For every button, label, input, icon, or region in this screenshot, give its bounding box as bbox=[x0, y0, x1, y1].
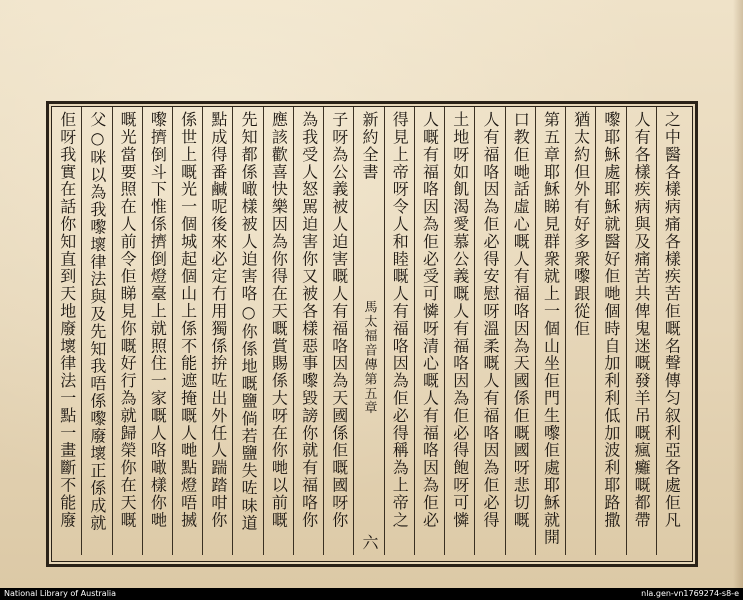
text-line: 口教佢哋話虛心嘅人有福咯因為天國係佢嘅國呀悲切嘅 bbox=[511, 111, 531, 529]
text-column-7 bbox=[474, 107, 504, 555]
text-column-14 bbox=[232, 107, 262, 555]
text-column-3 bbox=[595, 107, 625, 555]
text-line: 應該歡喜快樂因為你得在天嘅賞賜係大呀在你哋以前嘅 bbox=[269, 111, 289, 529]
chapter-subtitle: 馬太福音傳第五章 bbox=[361, 299, 377, 415]
text-column-19 bbox=[81, 107, 111, 555]
page-edge bbox=[733, 0, 743, 588]
text-column-16 bbox=[172, 107, 202, 555]
text-line: 佢呀我實在話你知直到天地廢壞律法一點一畫斷不能廢 bbox=[57, 111, 77, 529]
footer-identifier: nla.gen-vn1769274-s8-e bbox=[641, 589, 739, 598]
text-column-13 bbox=[263, 107, 293, 555]
text-line: 人有各樣疾病與及痛苦共俾鬼迷嘅發羊吊嘅瘋癱嘅都帶 bbox=[632, 111, 652, 529]
text-line: 先知都係噉樣被人迫害咯○你係地嘅鹽倘若鹽失咗味道 bbox=[239, 111, 259, 532]
text-column-8 bbox=[444, 107, 474, 555]
text-column-6 bbox=[505, 107, 535, 555]
text-column-12 bbox=[293, 107, 323, 555]
text-column-2 bbox=[626, 107, 656, 555]
page-number: 六 bbox=[360, 533, 380, 551]
text-line: 子呀為公義被人迫害嘅人有福咯因為天國係佢嘅國呀你 bbox=[329, 111, 349, 529]
text-line: 土地呀如飢渴愛慕公義嘅人有福咯因為佢必得飽呀可憐 bbox=[450, 111, 470, 529]
text-line: 為我受人怒駡迫害你又被各樣惡事嚟毀謗你就有福咯你 bbox=[299, 111, 319, 529]
text-line: 點成得番鹹呢後來必定冇用獨係拚咗出外任人踹踏咁你 bbox=[208, 111, 228, 529]
text-column-15 bbox=[202, 107, 232, 555]
text-line: 嘅光當要照在人前令佢睇見你嘅好行為就歸榮你在天嘅 bbox=[118, 111, 138, 529]
text-line: 之中醫各樣病痛各樣疾苦佢嘅名聲傳匀叙利亞各處佢凡 bbox=[662, 111, 682, 529]
text-line: 嚟耶穌處耶穌就醫好佢哋個時自加利利低加波利耶路撒 bbox=[601, 111, 621, 529]
text-column-20 bbox=[52, 107, 81, 555]
text-line: 人有福咯因為佢必得安慰呀溫柔嘅人有福咯因為佢必得 bbox=[480, 111, 500, 529]
text-column-11 bbox=[323, 107, 353, 555]
text-line: 嚟擠倒斗下惟係擠倒燈臺上就照住一家嘅人咯噉樣你哋 bbox=[148, 111, 168, 529]
text-column-18 bbox=[112, 107, 142, 555]
center-column bbox=[353, 107, 383, 555]
text-line: 得見上帝呀令人和睦嘅人有福咯因為佢必得稱為上帝之 bbox=[390, 111, 410, 529]
footer-credit: National Library of Australia bbox=[4, 589, 117, 598]
footer-bar bbox=[0, 588, 743, 600]
text-column-5 bbox=[535, 107, 565, 555]
text-column-17 bbox=[142, 107, 172, 555]
text-column-1 bbox=[656, 107, 686, 555]
text-line: 猶太約但外有好多衆嚟跟從佢 bbox=[571, 111, 591, 338]
text-columns bbox=[52, 107, 686, 555]
text-column-10 bbox=[384, 107, 414, 555]
text-line: 人嘅有福咯因為佢必受可憐呀清心嘅人有福咯因為佢必 bbox=[420, 111, 440, 529]
book-title: 新約全書 bbox=[360, 111, 380, 181]
text-line: 父○咪以為我嚟壞律法與及先知我唔係嚟廢壞正係成就 bbox=[87, 111, 107, 532]
text-line: 第五章耶穌睇見群衆就上一個山坐佢門生嚟佢處耶穌就開 bbox=[541, 111, 561, 546]
text-column-4 bbox=[565, 107, 595, 555]
text-column-9 bbox=[414, 107, 444, 555]
text-line: 係世上嘅光一個城起個山上係不能遮掩嘅人哋點燈唔搣 bbox=[178, 111, 198, 529]
